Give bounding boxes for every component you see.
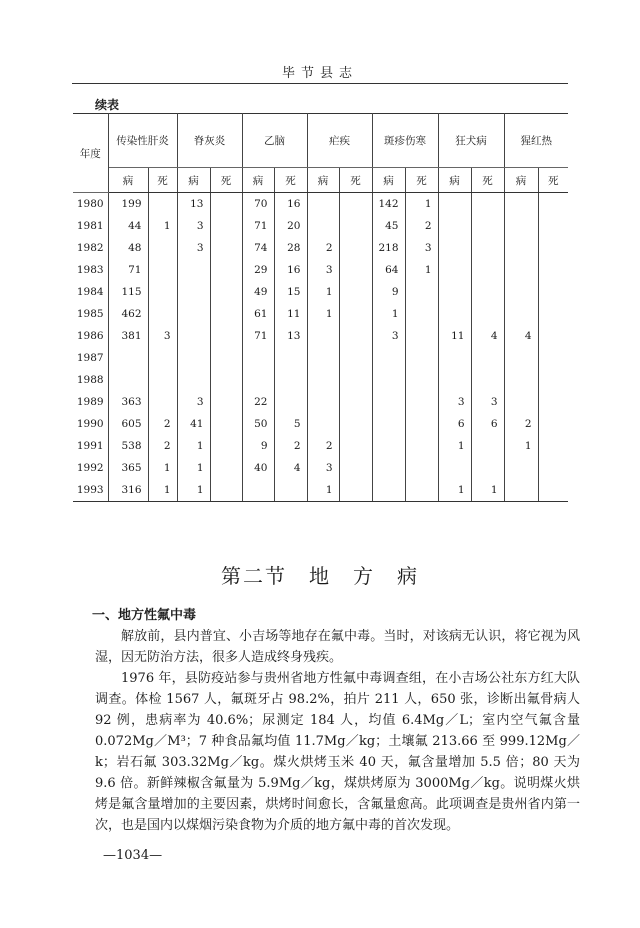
deaths-cell: 2: [148, 435, 177, 457]
deaths-cell: 3: [471, 391, 504, 413]
section-title: 第二节 地 方 病: [221, 564, 419, 588]
cases-cell: [504, 303, 538, 325]
deaths-cell: [148, 303, 177, 325]
deaths-cell: [210, 479, 242, 502]
continued-label: 续表: [95, 98, 120, 112]
deaths-cell: [339, 325, 372, 347]
cases-cell: [504, 259, 538, 281]
year-cell: 1983: [73, 259, 108, 281]
cases-subheader: 病: [372, 168, 405, 193]
deaths-cell: [471, 237, 504, 259]
cases-cell: 11: [438, 325, 471, 347]
deaths-cell: 16: [274, 259, 307, 281]
deaths-cell: 13: [274, 325, 307, 347]
cases-cell: 40: [242, 457, 274, 479]
paragraph: 1976 年，县防疫站参与贵州省地方性氟中毒调查组，在小吉场公社东方红大队调查。体检 1567 人，氟斑牙占 98.2%，拍片 211 人，650 张，诊断出氟骨病人 92 例，患病率为 40.6%；尿测定 184 人，均值 6.4Mg／L；室内空气氟含量 0.072Mg／M³；7 种食品氟均值 11.7Mg／kg；土壤氟 213.66 至 999.12Mg／k；岩石氟 303.32Mg／kg。煤火烘烤玉米 40 天，氟含量增加 5.5 倍；80 天为 9.6 倍。新鲜辣椒含氟量为 5.9Mg／kg，煤烘烤原为 3000Mg／kg。说明煤火烘烤是氟含量增加的主要因素，烘烤时间愈长，含氟量愈高。此项调查是贵州省内第一次，也是国内以煤烟污染食物为介质的地方氟中毒的首次发现。: [95, 671, 580, 833]
cases-cell: 462: [108, 303, 148, 325]
deaths-cell: 4: [274, 457, 307, 479]
cases-cell: 1: [438, 479, 471, 502]
deaths-cell: [339, 369, 372, 391]
deaths-cell: 5: [274, 413, 307, 435]
cases-cell: [177, 259, 210, 281]
cases-cell: [177, 303, 210, 325]
deaths-cell: [471, 457, 504, 479]
deaths-subheader: 死: [339, 168, 372, 193]
cases-cell: 1: [504, 435, 538, 457]
deaths-cell: 6: [471, 413, 504, 435]
deaths-cell: [538, 347, 568, 369]
deaths-cell: [274, 391, 307, 413]
cases-cell: 1: [177, 435, 210, 457]
cases-cell: 45: [372, 215, 405, 237]
cases-cell: [438, 457, 471, 479]
deaths-cell: [405, 391, 438, 413]
year-cell: 1987: [73, 347, 108, 369]
page-number: —1034—: [103, 848, 163, 863]
cases-cell: [372, 369, 405, 391]
deaths-subheader: 死: [148, 168, 177, 193]
cases-cell: 3: [372, 325, 405, 347]
cases-cell: 1: [307, 281, 339, 303]
cases-cell: 64: [372, 259, 405, 281]
disease-statistics-table: [73, 113, 568, 502]
cases-cell: 9: [372, 281, 405, 303]
deaths-subheader: 死: [274, 168, 307, 193]
deaths-cell: 3: [148, 325, 177, 347]
cases-cell: 199: [108, 193, 148, 216]
deaths-cell: [471, 259, 504, 281]
cases-cell: 13: [177, 193, 210, 216]
cases-cell: 218: [372, 237, 405, 259]
table-row: [73, 479, 568, 502]
deaths-cell: [471, 193, 504, 216]
year-cell: 1981: [73, 215, 108, 237]
cases-cell: [177, 325, 210, 347]
deaths-cell: [405, 303, 438, 325]
deaths-cell: 1: [148, 215, 177, 237]
deaths-cell: 20: [274, 215, 307, 237]
cases-cell: 3: [177, 215, 210, 237]
subsection-heading: 一、地方性氟中毒: [92, 608, 197, 623]
table-body: [73, 193, 568, 502]
cases-cell: 4: [504, 325, 538, 347]
cases-cell: [504, 391, 538, 413]
disease-header: 狂犬病: [438, 114, 504, 168]
cases-cell: [372, 391, 405, 413]
deaths-cell: 1: [148, 457, 177, 479]
deaths-subheader: 死: [538, 168, 568, 193]
cases-cell: [504, 347, 538, 369]
deaths-cell: 11: [274, 303, 307, 325]
deaths-cell: [210, 237, 242, 259]
cases-cell: 29: [242, 259, 274, 281]
cases-cell: [242, 479, 274, 502]
deaths-cell: [148, 259, 177, 281]
cases-subheader: 病: [307, 168, 339, 193]
cases-cell: [372, 347, 405, 369]
deaths-cell: [471, 369, 504, 391]
year-cell: 1992: [73, 457, 108, 479]
deaths-cell: [339, 457, 372, 479]
deaths-cell: [538, 369, 568, 391]
table-row: [73, 457, 568, 479]
deaths-cell: [339, 259, 372, 281]
cases-cell: 605: [108, 413, 148, 435]
cases-subheader: 病: [242, 168, 274, 193]
cases-cell: 363: [108, 391, 148, 413]
year-cell: 1988: [73, 369, 108, 391]
deaths-cell: [405, 369, 438, 391]
year-cell: 1990: [73, 413, 108, 435]
deaths-cell: [210, 325, 242, 347]
deaths-cell: [405, 281, 438, 303]
year-cell: 1984: [73, 281, 108, 303]
deaths-cell: [405, 325, 438, 347]
deaths-cell: [148, 391, 177, 413]
deaths-cell: [210, 413, 242, 435]
year-cell: 1985: [73, 303, 108, 325]
disease-header: 乙脑: [242, 114, 307, 168]
year-cell: 1993: [73, 479, 108, 502]
deaths-cell: [339, 215, 372, 237]
cases-subheader: 病: [108, 168, 148, 193]
cases-cell: [372, 479, 405, 502]
deaths-cell: 15: [274, 281, 307, 303]
deaths-cell: 2: [405, 215, 438, 237]
cases-cell: 71: [242, 325, 274, 347]
table-row: [73, 259, 568, 281]
deaths-cell: 3: [405, 237, 438, 259]
deaths-cell: [471, 435, 504, 457]
deaths-cell: [405, 435, 438, 457]
deaths-cell: 1: [405, 193, 438, 216]
cases-cell: 142: [372, 193, 405, 216]
deaths-cell: 2: [274, 435, 307, 457]
cases-cell: 3: [307, 259, 339, 281]
deaths-cell: [339, 435, 372, 457]
cases-cell: [307, 413, 339, 435]
cases-cell: 115: [108, 281, 148, 303]
year-cell: 1986: [73, 325, 108, 347]
table-row: [73, 435, 568, 457]
cases-cell: 1: [307, 303, 339, 325]
cases-cell: 41: [177, 413, 210, 435]
cases-cell: 71: [108, 259, 148, 281]
deaths-cell: [405, 413, 438, 435]
cases-cell: [504, 457, 538, 479]
deaths-cell: [210, 215, 242, 237]
deaths-cell: [210, 281, 242, 303]
deaths-subheader: 死: [405, 168, 438, 193]
table-row: [73, 391, 568, 413]
cases-cell: [307, 325, 339, 347]
deaths-cell: [538, 413, 568, 435]
table-row: [73, 303, 568, 325]
disease-header: 脊灰炎: [177, 114, 242, 168]
deaths-cell: [538, 215, 568, 237]
deaths-cell: [471, 215, 504, 237]
cases-cell: 70: [242, 193, 274, 216]
deaths-cell: [405, 457, 438, 479]
deaths-cell: [339, 391, 372, 413]
deaths-cell: [210, 193, 242, 216]
cases-cell: [504, 193, 538, 216]
cases-cell: 538: [108, 435, 148, 457]
deaths-cell: 4: [471, 325, 504, 347]
cases-cell: [504, 281, 538, 303]
deaths-cell: [210, 457, 242, 479]
deaths-cell: [538, 325, 568, 347]
cases-cell: 381: [108, 325, 148, 347]
deaths-cell: [339, 303, 372, 325]
cases-cell: 74: [242, 237, 274, 259]
deaths-cell: 1: [405, 259, 438, 281]
cases-cell: [307, 193, 339, 216]
cases-cell: [438, 237, 471, 259]
deaths-cell: [471, 303, 504, 325]
header-rule: [72, 83, 568, 84]
cases-cell: [438, 303, 471, 325]
deaths-cell: [210, 391, 242, 413]
deaths-cell: [339, 347, 372, 369]
cases-cell: [372, 435, 405, 457]
cases-cell: 2: [307, 435, 339, 457]
deaths-cell: [538, 303, 568, 325]
deaths-cell: [148, 347, 177, 369]
cases-cell: [307, 347, 339, 369]
cases-cell: [504, 369, 538, 391]
paragraph: 解放前，县内普宜、小吉场等地存在氟中毒。当时，对该病无认识，将它视为风湿，因无防治方法，很多人造成终身残疾。: [95, 629, 580, 665]
table-row: [73, 347, 568, 369]
table-row: [73, 325, 568, 347]
deaths-cell: [339, 479, 372, 502]
cases-cell: 48: [108, 237, 148, 259]
cases-cell: [438, 347, 471, 369]
deaths-cell: [210, 369, 242, 391]
deaths-cell: [210, 259, 242, 281]
cases-subheader: 病: [438, 168, 471, 193]
cases-cell: 9: [242, 435, 274, 457]
deaths-cell: [538, 237, 568, 259]
deaths-subheader: 死: [471, 168, 504, 193]
cases-cell: [504, 237, 538, 259]
cases-cell: 365: [108, 457, 148, 479]
cases-cell: 2: [504, 413, 538, 435]
cases-cell: 316: [108, 479, 148, 502]
table-row: [73, 193, 568, 216]
cases-cell: [307, 215, 339, 237]
disease-header: 疟疾: [307, 114, 372, 168]
deaths-cell: 1: [148, 479, 177, 502]
deaths-cell: [339, 281, 372, 303]
cases-cell: [307, 391, 339, 413]
table-row: [73, 215, 568, 237]
cases-cell: 1: [438, 435, 471, 457]
cases-cell: [242, 347, 274, 369]
cases-cell: 1: [177, 457, 210, 479]
cases-cell: [177, 369, 210, 391]
disease-header: 传染性肝炎: [108, 114, 177, 168]
year-cell: 1991: [73, 435, 108, 457]
deaths-cell: [148, 193, 177, 216]
deaths-cell: [538, 435, 568, 457]
disease-header: 猩红热: [504, 114, 568, 168]
year-cell: 1989: [73, 391, 108, 413]
deaths-cell: [471, 281, 504, 303]
cases-cell: [504, 479, 538, 502]
deaths-cell: [148, 369, 177, 391]
table-row: [73, 413, 568, 435]
cases-cell: 61: [242, 303, 274, 325]
deaths-cell: [538, 457, 568, 479]
deaths-cell: [538, 281, 568, 303]
cases-cell: [108, 369, 148, 391]
year-cell: 1980: [73, 193, 108, 216]
deaths-subheader: 死: [210, 168, 242, 193]
cases-cell: 2: [307, 237, 339, 259]
deaths-cell: [405, 479, 438, 502]
cases-cell: 1: [177, 479, 210, 502]
deaths-cell: [538, 193, 568, 216]
deaths-cell: 2: [148, 413, 177, 435]
cases-cell: [372, 457, 405, 479]
deaths-cell: [538, 479, 568, 502]
cases-cell: [372, 413, 405, 435]
deaths-cell: [538, 391, 568, 413]
cases-cell: 22: [242, 391, 274, 413]
cases-cell: 49: [242, 281, 274, 303]
deaths-cell: [339, 413, 372, 435]
deaths-cell: [210, 303, 242, 325]
cases-subheader: 病: [504, 168, 538, 193]
cases-cell: [242, 369, 274, 391]
deaths-cell: [274, 369, 307, 391]
deaths-cell: [405, 347, 438, 369]
cases-cell: [177, 347, 210, 369]
cases-cell: [438, 369, 471, 391]
deaths-cell: [210, 347, 242, 369]
deaths-cell: [210, 435, 242, 457]
deaths-cell: [339, 237, 372, 259]
deaths-cell: [148, 281, 177, 303]
deaths-cell: 1: [471, 479, 504, 502]
deaths-cell: 16: [274, 193, 307, 216]
running-head: 毕节县志: [281, 66, 358, 81]
deaths-cell: [471, 347, 504, 369]
cases-cell: [108, 347, 148, 369]
cases-cell: 71: [242, 215, 274, 237]
cases-cell: [504, 215, 538, 237]
cases-cell: 3: [177, 391, 210, 413]
deaths-cell: [274, 347, 307, 369]
cases-cell: 44: [108, 215, 148, 237]
cases-cell: 50: [242, 413, 274, 435]
cases-cell: [438, 193, 471, 216]
cases-cell: 1: [307, 479, 339, 502]
table-row: [73, 237, 568, 259]
deaths-cell: [538, 259, 568, 281]
year-cell: 1982: [73, 237, 108, 259]
cases-cell: [307, 369, 339, 391]
table-row: [73, 369, 568, 391]
deaths-cell: [339, 193, 372, 216]
cases-cell: 6: [438, 413, 471, 435]
cases-cell: 3: [177, 237, 210, 259]
deaths-cell: [274, 479, 307, 502]
cases-cell: 3: [307, 457, 339, 479]
cases-cell: 1: [372, 303, 405, 325]
table-row: [73, 281, 568, 303]
year-header: 年度: [73, 114, 108, 193]
deaths-cell: [148, 237, 177, 259]
cases-cell: [177, 281, 210, 303]
deaths-cell: 28: [274, 237, 307, 259]
cases-cell: [438, 215, 471, 237]
disease-header: 斑疹伤寒: [372, 114, 438, 168]
cases-cell: [438, 259, 471, 281]
cases-subheader: 病: [177, 168, 210, 193]
cases-cell: 3: [438, 391, 471, 413]
cases-cell: [438, 281, 471, 303]
